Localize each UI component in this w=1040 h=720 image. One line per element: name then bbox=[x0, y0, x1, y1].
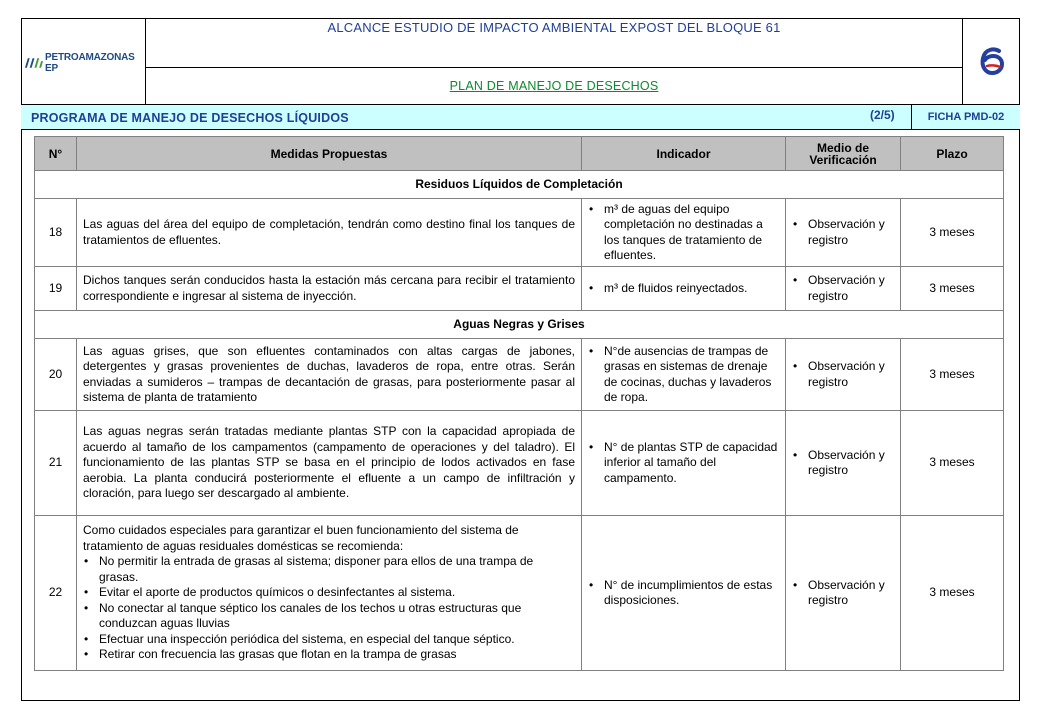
logo-cell bbox=[21, 18, 146, 104]
indicator-cell bbox=[582, 516, 786, 671]
program-band bbox=[21, 104, 1020, 130]
indicator-cell bbox=[582, 199, 786, 267]
column-header-measures: Medidas Propuestas bbox=[77, 137, 582, 171]
petroamazonas-logo-icon bbox=[24, 56, 43, 70]
measure-text: Las aguas del área del equipo de completación, tendrán como destino final los tanques de tratamientos de efluentes. bbox=[77, 199, 582, 267]
row-number: 21 bbox=[35, 411, 77, 516]
indicator-text: • N° de plantas STP de capacidad inferior al tamaño del campamento. bbox=[588, 440, 781, 487]
section-row bbox=[35, 311, 1004, 339]
program-title: PROGRAMA DE MANEJO DE DESECHOS LÍQUIDOS bbox=[31, 111, 349, 125]
term-text: 3 meses bbox=[901, 267, 1004, 311]
list-item: • Retirar con frecuencia las grasas que flotan en la trampa de grasas bbox=[83, 647, 575, 663]
company-logo bbox=[24, 52, 145, 74]
list-item: • Efectuar una inspección periódica del sistema, en especial del tanque séptico. bbox=[83, 632, 575, 648]
page-indicator: (2/5) bbox=[870, 108, 895, 122]
section-title: Aguas Negras y Grises bbox=[35, 311, 1004, 339]
table-header-row bbox=[35, 137, 1004, 171]
term-text: 3 meses bbox=[901, 199, 1004, 267]
column-header-term: Plazo bbox=[901, 137, 1004, 171]
measure-text: Las aguas negras serán tratadas mediante plantas STP con la capacidad apropiada de acuerdo al tamaño de los campamentos (campamento de operaciones y del taladro). El funcionamiento de las plantas STP se basa en el principio de lodos activados en fase aerobia. La planta conducirá posteriormente el efluente a un campo de infiltración y cloración, para luego ser descargado al ambiente. bbox=[77, 411, 582, 516]
verification-cell bbox=[786, 339, 901, 411]
list-item: • No conectar al tanque séptico los canales de los techos u otras estructuras que conduzcan aguas lluvias bbox=[83, 601, 575, 632]
verification-text: • Observación y registro bbox=[792, 273, 896, 304]
indicator-text: • N°de ausencias de trampas de grasas en sistemas de drenaje de cocinas, duchas y lavaderos de ropa. bbox=[588, 344, 781, 406]
measure-intro: Como cuidados especiales para garantizar el buen funcionamiento del sistema de tratamiento de aguas residuales domésticas se recomienda: bbox=[83, 523, 519, 553]
verification-text: • Observación y registro bbox=[792, 217, 896, 248]
row-number: 19 bbox=[35, 267, 77, 311]
section-title: Residuos Líquidos de Completación bbox=[35, 171, 1004, 199]
row-number: 18 bbox=[35, 199, 77, 267]
measures-table bbox=[34, 136, 1004, 671]
term-text: 3 meses bbox=[901, 516, 1004, 671]
table-row bbox=[35, 339, 1004, 411]
verification-cell bbox=[786, 411, 901, 516]
measure-text: Las aguas grises, que son efluentes contaminados con altas cargas de jabones, detergentes y grasas provenientes de duchas, lavaderos de ropa, entre otras. Serán enviadas a sumideros – trampas de decantación de grasas, para posteriormente pasar al sistema de planta de tratamiento bbox=[77, 339, 582, 411]
verification-text: • Observación y registro bbox=[792, 448, 896, 479]
indicator-cell bbox=[582, 411, 786, 516]
measure-cell bbox=[77, 516, 582, 671]
term-text: 3 meses bbox=[901, 411, 1004, 516]
section-number-six-icon bbox=[978, 46, 1006, 76]
verification-cell bbox=[786, 516, 901, 671]
recommendation-list bbox=[83, 554, 575, 663]
term-text: 3 meses bbox=[901, 339, 1004, 411]
indicator-text: • m³ de aguas del equipo completación no destinadas a los tanques de tratamiento de efluentes. bbox=[588, 202, 781, 264]
title-cell bbox=[146, 18, 962, 68]
document-title: ALCANCE ESTUDIO DE IMPACTO AMBIENTAL EXPOST DEL BLOQUE 61 bbox=[327, 20, 781, 35]
verification-cell bbox=[786, 267, 901, 311]
column-header-number: N° bbox=[35, 137, 77, 171]
measure-text: Dichos tanques serán conducidos hasta la estación más cercana para recibir el tratamiento correspondiente e ingresar al sistema de inyección. bbox=[77, 267, 582, 311]
verification-text: • Observación y registro bbox=[792, 578, 896, 609]
verification-cell bbox=[786, 199, 901, 267]
row-number: 20 bbox=[35, 339, 77, 411]
column-header-indicator: Indicador bbox=[582, 137, 786, 171]
table-row bbox=[35, 199, 1004, 267]
document-header bbox=[21, 18, 1020, 104]
row-number: 22 bbox=[35, 516, 77, 671]
section-row bbox=[35, 171, 1004, 199]
table-row bbox=[35, 516, 1004, 671]
verification-text: • Observación y registro bbox=[792, 359, 896, 390]
document-subtitle: PLAN DE MANEJO DE DESECHOS bbox=[449, 79, 659, 93]
section-number-cell bbox=[962, 18, 1020, 104]
indicator-cell bbox=[582, 267, 786, 311]
indicator-text: • m³ de fluidos reinyectados. bbox=[588, 281, 781, 297]
column-header-verification: Medio de Verificación bbox=[786, 137, 901, 171]
table-row bbox=[35, 267, 1004, 311]
subtitle-cell bbox=[146, 68, 962, 104]
ficha-code: FICHA PMD-02 bbox=[911, 105, 1020, 129]
list-item: • Evitar el aporte de productos químicos o desinfectantes al sistema. bbox=[83, 585, 575, 601]
indicator-text: • N° de incumplimientos de estas disposiciones. bbox=[588, 578, 781, 609]
logo-text: PETROAMAZONAS EP bbox=[45, 52, 135, 74]
table-row bbox=[35, 411, 1004, 516]
list-item: • No permitir la entrada de grasas al sistema; disponer para ellos de una trampa de grasas. bbox=[83, 554, 575, 585]
indicator-cell bbox=[582, 339, 786, 411]
